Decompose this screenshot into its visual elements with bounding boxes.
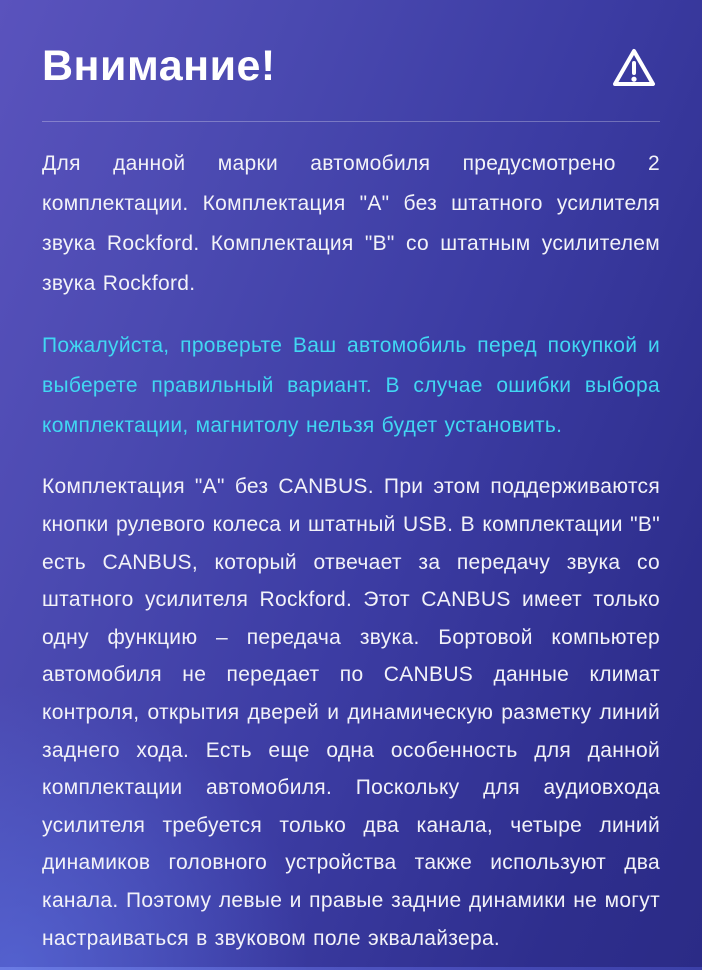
page-title: Внимание! [42, 42, 276, 90]
header [42, 0, 660, 91]
warning-triangle-icon [610, 43, 658, 91]
paragraph-canbus-details: Комплектация "А" без CANBUS. При этом поддерживаются кнопки рулевого колеса и штатный USB. В комплектации "В" есть CANBUS, который отвечает за передачу звука со штатного усилителя Rockford. Этот CANBUS имеет только одну функцию – передача звука. Бортовой компьютер автомобиля не передает по CANBUS данные климат контроля, открытия дверей и динамическую разметку линий заднего хода. Есть еще одна особенность для данной комплектации автомобиля. Поскольку для аудиовхода усилителя требуется только два канала, четыре линий динамиков головного устройства также используют два канала. Поэтому левые и правые задние динамики не могут настраиваться в звуковом поле эквалайзера. [42, 475, 660, 950]
paragraph-trim-levels: Для данной марки автомобиля предусмотрено 2 комплектации. Комплектация "А" без штатного усилителя звука Rockford. Комплектация "В" со штатным усилителем звука Rockford. [42, 152, 660, 296]
divider [42, 121, 660, 122]
paragraph-check-before-purchase: Пожалуйста, проверьте Ваш автомобиль перед покупкой и выберете правильный вариант. В случае ошибки выбора комплектации, магнитолу нельзя будет установить. [42, 334, 660, 438]
